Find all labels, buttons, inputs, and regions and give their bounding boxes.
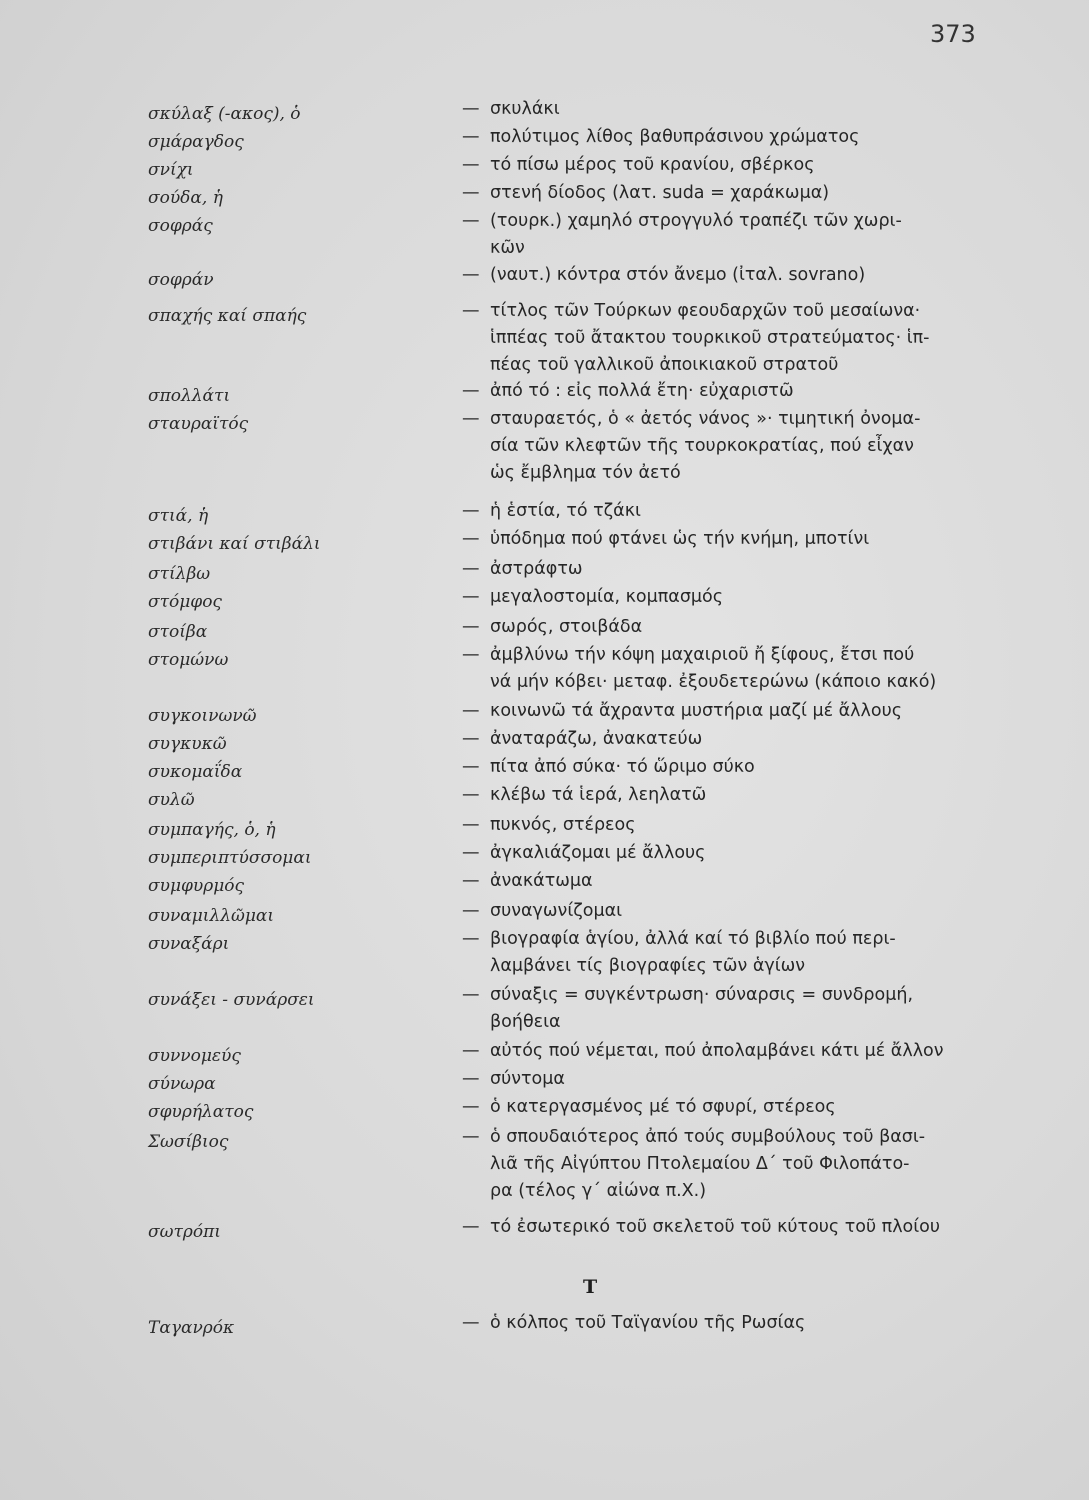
- entry-definition: [462, 1310, 1002, 1337]
- entry-term: συγκοινωνῶ: [148, 706, 257, 726]
- entry-definition: [462, 298, 1002, 379]
- definition-line: [462, 1124, 1002, 1151]
- em-dash: —: [462, 211, 480, 231]
- definition-text: ὡς ἔμβλημα τόν ἀετό: [490, 463, 681, 483]
- definition-text: σύντομα: [490, 1069, 565, 1089]
- definition-text: ρα (τέλος γ΄ αἰώνα π.Χ.): [490, 1181, 707, 1201]
- entry-term: σκύλαξ (-ακος), ὁ: [148, 104, 301, 124]
- em-dash: —: [462, 729, 480, 749]
- entry-definition: [462, 812, 1002, 839]
- definition-line: [462, 953, 1002, 980]
- entry-term: συμπαγής, ὁ, ἡ: [148, 820, 276, 840]
- em-dash: —: [462, 381, 480, 401]
- definition-line: [462, 898, 1002, 925]
- definition-text: (τουρκ.) χαμηλό στρογγυλό τραπέζι τῶν χωρι-: [490, 211, 902, 231]
- entry-definition: [462, 1038, 1002, 1065]
- em-dash: —: [462, 559, 480, 579]
- definition-text: μεγαλοστομία, κομπασμός: [490, 587, 724, 607]
- entry-definition: [462, 1124, 1002, 1205]
- definition-text: κῶν: [490, 238, 525, 258]
- entry-definition: [462, 498, 1002, 525]
- definition-line: [462, 1066, 1002, 1093]
- entry-term: στίλβω: [148, 564, 211, 584]
- definition-line: [462, 433, 1002, 460]
- page-number: 373: [930, 20, 976, 48]
- definition-text: πέας τοῦ γαλλικοῦ ἀποικιακοῦ στρατοῦ: [490, 355, 839, 375]
- entry-term: σούδα, ἡ: [148, 188, 223, 208]
- definition-line: [462, 526, 1002, 553]
- definition-text: πίτα ἀπό σύκα· τό ὥριμο σύκο: [490, 757, 755, 777]
- entry-definition: [462, 614, 1002, 641]
- definition-text: ἀμβλύνω τήν κόψη μαχαιριοῦ ἤ ξίφους, ἔτσι πού: [490, 645, 915, 665]
- em-dash: —: [462, 757, 480, 777]
- entry-definition: [462, 208, 1002, 262]
- definition-text: νά μήν κόβει· μεταφ. ἐξουδετερώνω (κάποιο κακό): [490, 672, 937, 692]
- entry-definition: [462, 262, 1002, 289]
- entry-definition: [462, 124, 1002, 151]
- definition-line: [462, 868, 1002, 895]
- em-dash: —: [462, 265, 480, 285]
- entry-term: συνάξει - συνάρσει: [148, 990, 315, 1010]
- definition-line: [462, 96, 1002, 123]
- definition-text: βοήθεια: [490, 1012, 561, 1032]
- definition-line: [462, 124, 1002, 151]
- definition-text: λιᾶ τῆς Αἰγύπτου Πτολεμαίου Δ΄ τοῦ Φιλοπάτο-: [490, 1154, 910, 1174]
- entry-definition: [462, 1066, 1002, 1093]
- entry-term: στιά, ἡ: [148, 506, 209, 526]
- definition-text: ὁ σπουδαιότερος ἀπό τούς συμβούλους τοῦ βασι-: [490, 1127, 926, 1147]
- entry-term: σπαχής καί σπαής: [148, 306, 307, 326]
- definition-text: ὁ κατεργασμένος μέ τό σφυρί, στέρεος: [490, 1097, 836, 1117]
- entry-definition: [462, 96, 1002, 123]
- em-dash: —: [462, 843, 480, 863]
- definition-line: [462, 498, 1002, 525]
- definition-text: ἀπό τό : εἰς πολλά ἔτη· εὐχαριστῶ: [490, 381, 794, 401]
- definition-line: [462, 1214, 1002, 1241]
- em-dash: —: [462, 815, 480, 835]
- em-dash: —: [462, 901, 480, 921]
- entry-definition: [462, 868, 1002, 895]
- entry-definition: [462, 526, 1002, 553]
- definition-text: αὐτός πού νέμεται, πού ἀπολαμβάνει κάτι μέ ἄλλον: [490, 1041, 944, 1061]
- definition-line: [462, 460, 1002, 487]
- definition-text: τό ἐσωτερικό τοῦ σκελετοῦ τοῦ κύτους τοῦ πλοίου: [490, 1217, 941, 1237]
- em-dash: —: [462, 645, 480, 665]
- entry-term: σπολλάτι: [148, 386, 231, 406]
- definition-line: [462, 1009, 1002, 1036]
- definition-text: (ναυτ.) κόντρα στόν ἄνεμο (ἰταλ. sovrano): [490, 265, 866, 285]
- definition-line: [462, 669, 1002, 696]
- definition-text: ὁ κόλπος τοῦ Ταϊγανίου τῆς Ρωσίας: [490, 1313, 806, 1333]
- entry-term: σμάραγδος: [148, 132, 244, 152]
- entry-term: σταυραϊτός: [148, 414, 249, 434]
- entry-definition: [462, 782, 1002, 809]
- entry-term: στιβάνι καί στιβάλι: [148, 534, 321, 554]
- em-dash: —: [462, 871, 480, 891]
- definition-text: ἀναταράζω, ἀνακατεύω: [490, 729, 703, 749]
- definition-line: [462, 642, 1002, 669]
- entry-term: σοφράς: [148, 216, 213, 236]
- definition-text: ἀγκαλιάζομαι μέ ἄλλους: [490, 843, 706, 863]
- entry-definition: [462, 1094, 1002, 1121]
- definition-line: [462, 926, 1002, 953]
- entry-term: συμφυρμός: [148, 876, 245, 896]
- definition-text: στενή δίοδος (λατ. suda = χαράκωμα): [490, 183, 830, 203]
- definition-text: σία τῶν κλεφτῶν τῆς τουρκοκρατίας, πού εἶχαν: [490, 436, 914, 456]
- entry-term: σνίχι: [148, 160, 194, 180]
- entry-term: συκομαΐδα: [148, 762, 243, 782]
- definition-text: τίτλος τῶν Τούρκων φεουδαρχῶν τοῦ μεσαίωνα·: [490, 301, 921, 321]
- em-dash: —: [462, 127, 480, 147]
- definition-text: λαμβάνει τίς βιογραφίες τῶν ἁγίων: [490, 956, 806, 976]
- definition-line: [462, 1094, 1002, 1121]
- entry-term: σωτρόπι: [148, 1222, 221, 1242]
- em-dash: —: [462, 985, 480, 1005]
- em-dash: —: [462, 183, 480, 203]
- definition-line: [462, 982, 1002, 1009]
- definition-line: [462, 262, 1002, 289]
- definition-text: ἀνακάτωμα: [490, 871, 593, 891]
- em-dash: —: [462, 929, 480, 949]
- entry-definition: [462, 698, 1002, 725]
- entry-definition: [462, 754, 1002, 781]
- definition-line: [462, 352, 1002, 379]
- entry-definition: [462, 406, 1002, 487]
- definition-text: τό πίσω μέρος τοῦ κρανίου, σβέρκος: [490, 155, 815, 175]
- entry-term: σοφράν: [148, 270, 214, 290]
- definition-line: [462, 325, 1002, 352]
- definition-text: βιογραφία ἁγίου, ἀλλά καί τό βιβλίο πού περι-: [490, 929, 896, 949]
- definition-text: ὑπόδημα πού φτάνει ὡς τήν κνήμη, μποτίνι: [490, 529, 870, 549]
- entry-term: συμπεριπτύσσομαι: [148, 848, 312, 868]
- definition-line: [462, 556, 1002, 583]
- entry-definition: [462, 180, 1002, 207]
- definition-line: [462, 782, 1002, 809]
- entry-term: Σωσίβιος: [148, 1132, 229, 1152]
- em-dash: —: [462, 1041, 480, 1061]
- section-letter: T: [583, 1276, 598, 1298]
- entry-definition: [462, 840, 1002, 867]
- entry-definition: [462, 556, 1002, 583]
- entry-definition: [462, 982, 1002, 1036]
- definition-line: [462, 840, 1002, 867]
- em-dash: —: [462, 409, 480, 429]
- definition-text: σύναξις = συγκέντρωση· σύναρσις = συνδρομή,: [490, 985, 914, 1005]
- definition-line: [462, 1151, 1002, 1178]
- definition-line: [462, 208, 1002, 235]
- em-dash: —: [462, 617, 480, 637]
- em-dash: —: [462, 701, 480, 721]
- entry-definition: [462, 1214, 1002, 1241]
- definition-line: [462, 298, 1002, 325]
- entry-term: συναξάρι: [148, 934, 230, 954]
- definition-text: σταυραετός, ὁ « ἀετός νάνος »· τιμητική ὀνομα-: [490, 409, 921, 429]
- em-dash: —: [462, 155, 480, 175]
- definition-text: κλέβω τά ἱερά, λεηλατῶ: [490, 785, 707, 805]
- em-dash: —: [462, 587, 480, 607]
- definition-line: [462, 754, 1002, 781]
- definition-text: πολύτιμος λίθος βαθυπράσινου χρώματος: [490, 127, 860, 147]
- definition-line: [462, 812, 1002, 839]
- em-dash: —: [462, 1097, 480, 1117]
- entry-definition: [462, 926, 1002, 980]
- definition-line: [462, 614, 1002, 641]
- definition-line: [462, 584, 1002, 611]
- definition-line: [462, 180, 1002, 207]
- definition-line: [462, 1038, 1002, 1065]
- em-dash: —: [462, 529, 480, 549]
- definition-text: συναγωνίζομαι: [490, 901, 623, 921]
- em-dash: —: [462, 1217, 480, 1237]
- entry-term: συναμιλλῶμαι: [148, 906, 275, 926]
- definition-line: [462, 378, 1002, 405]
- entry-term: Ταγανρόκ: [148, 1318, 235, 1338]
- entry-definition: [462, 898, 1002, 925]
- entry-definition: [462, 152, 1002, 179]
- entry-term: στόμφος: [148, 592, 222, 612]
- entry-definition: [462, 378, 1002, 405]
- entry-term: στομώνω: [148, 650, 229, 670]
- definition-line: [462, 1310, 1002, 1337]
- em-dash: —: [462, 301, 480, 321]
- definition-line: [462, 698, 1002, 725]
- em-dash: —: [462, 99, 480, 119]
- entry-term: συλῶ: [148, 790, 195, 810]
- entry-definition: [462, 642, 1002, 696]
- definition-text: ἱππέας τοῦ ἄτακτου τουρκικοῦ στρατεύματος· ἱπ-: [490, 328, 930, 348]
- definition-text: πυκνός, στέρεος: [490, 815, 636, 835]
- entry-term: συγκυκῶ: [148, 734, 227, 754]
- definition-line: [462, 235, 1002, 262]
- entry-term: σύνωρα: [148, 1074, 216, 1094]
- entry-term: σφυρήλατος: [148, 1102, 254, 1122]
- definition-text: ἀστράφτω: [490, 559, 583, 579]
- em-dash: —: [462, 785, 480, 805]
- definition-line: [462, 1178, 1002, 1205]
- definition-text: ἡ ἑστία, τό τζάκι: [490, 501, 641, 521]
- definition-line: [462, 152, 1002, 179]
- entry-term: συννομεύς: [148, 1046, 241, 1066]
- definition-text: κοινωνῶ τά ἄχραντα μυστήρια μαζί μέ ἄλλους: [490, 701, 902, 721]
- em-dash: —: [462, 1127, 480, 1147]
- entry-term: στοίβα: [148, 622, 208, 642]
- em-dash: —: [462, 1313, 480, 1333]
- entry-definition: [462, 584, 1002, 611]
- definition-line: [462, 726, 1002, 753]
- definition-line: [462, 406, 1002, 433]
- em-dash: —: [462, 501, 480, 521]
- em-dash: —: [462, 1069, 480, 1089]
- definition-text: σωρός, στοιβάδα: [490, 617, 643, 637]
- entry-definition: [462, 726, 1002, 753]
- definition-text: σκυλάκι: [490, 99, 560, 119]
